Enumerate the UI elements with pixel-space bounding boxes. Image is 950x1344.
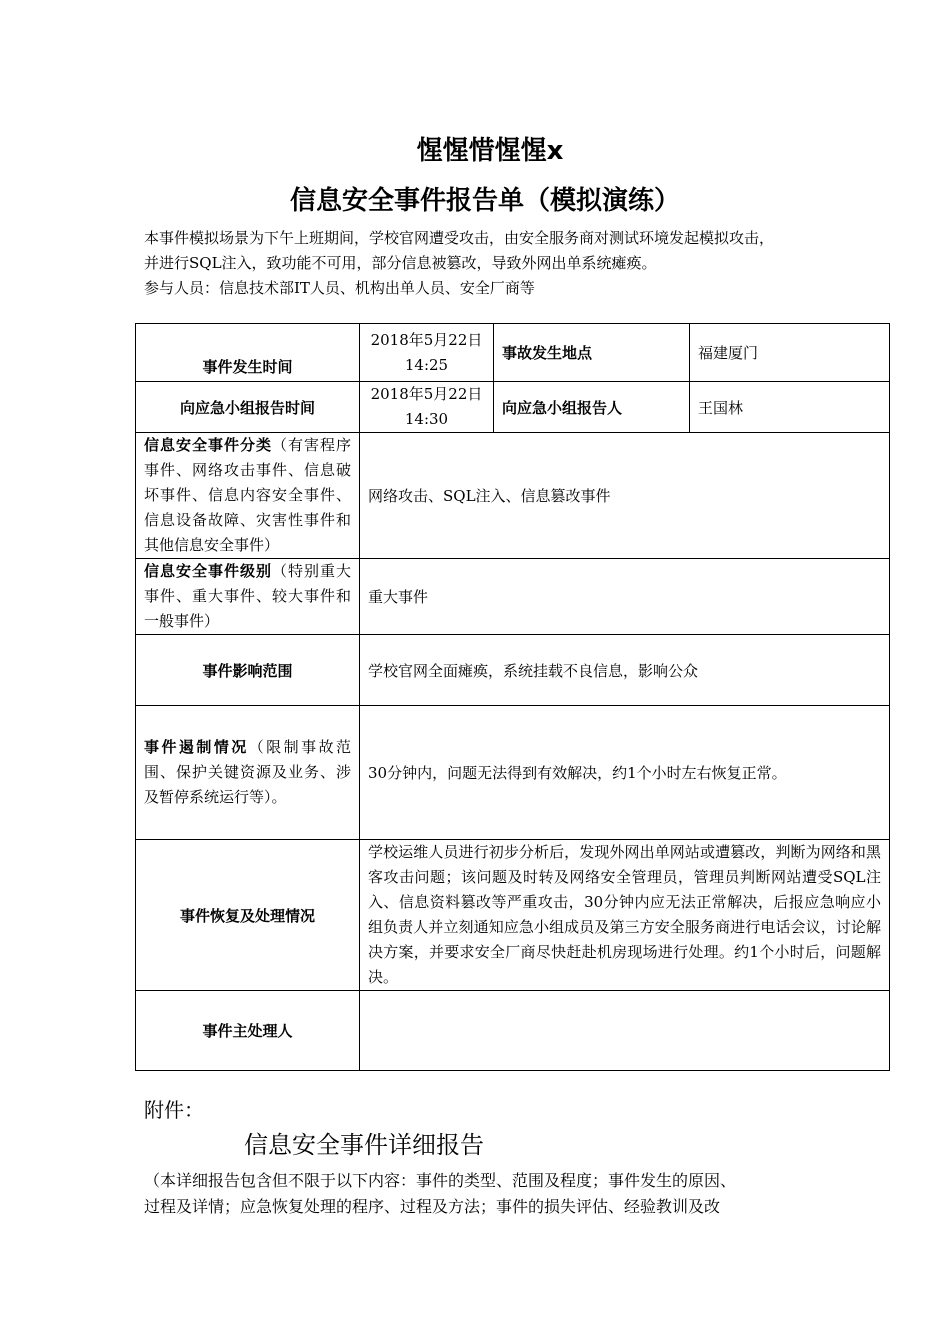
table-row [136, 382, 890, 433]
occur-place-label: 事故发生地点 [494, 324, 690, 382]
participants-line: 参与人员：信息技术部IT人员、机构出单人员、安全厂商等 [144, 279, 535, 297]
detailed-report-title: 信息安全事件详细报告 [244, 1131, 484, 1159]
scope-value: 学校官网全面瘫痪，系统挂载不良信息，影响公众 [360, 635, 890, 706]
occur-place-value: 福建厦门 [690, 324, 890, 382]
table-row [136, 559, 890, 635]
table-row [136, 991, 890, 1071]
table-row [136, 433, 890, 559]
category-note: （有害程序事件、网络攻击事件、信息破坏事件、信息内容安全事件、信息设备故障、灾害性事件和其他信息安全事件） [144, 436, 351, 554]
document-title: 信息安全事件报告单（模拟演练） [289, 186, 680, 216]
occur-time-label: 事件发生时间 [136, 324, 360, 382]
reporter-label: 向应急小组报告人 [494, 382, 690, 433]
attachment-label: 附件： [144, 1098, 204, 1122]
containment-cell [136, 706, 360, 840]
level-cell [136, 559, 360, 635]
containment-value: 30分钟内，问题无法得到有效解决，约1个小时左右恢复正常。 [360, 706, 890, 840]
reporter-value: 王国林 [690, 382, 890, 433]
description-line: 过程及详情；应急恢复处理的程序、过程及方法；事件的损失评估、经验教训及改 [144, 1197, 721, 1216]
occur-time-value: 2018年5月22日14:25 [360, 324, 494, 382]
recovery-label: 事件恢复及处理情况 [136, 840, 360, 991]
intro-line: 本事件模拟场景为下午上班期间，学校官网遭受攻击，由安全服务商对测试环境发起模拟攻击， [144, 229, 775, 247]
document-title-line1: 惺惺惜惺惺x [416, 136, 564, 166]
level-label: 信息安全事件级别 [144, 562, 272, 580]
detailed-report-description [144, 1168, 844, 1220]
containment-note: （限制事故范围、保护关键资源及业务、涉及暂停系统运行等）。 [144, 738, 351, 806]
intro-paragraph [144, 226, 864, 301]
report-time-value: 2018年5月22日14:30 [360, 382, 494, 433]
level-note: （特别重大事件、重大事件、较大事件和一般事件） [144, 562, 351, 630]
table-row [136, 324, 890, 382]
table-row [136, 840, 890, 991]
table-row [136, 635, 890, 706]
category-value: 网络攻击、SQL注入、信息篡改事件 [360, 433, 890, 559]
handler-label: 事件主处理人 [136, 991, 360, 1071]
table-row [136, 706, 890, 840]
level-value: 重大事件 [360, 559, 890, 635]
recovery-value: 学校运维人员进行初步分析后，发现外网出单网站或遭篡改，判断为网络和黑客攻击问题；该问题及时转及网络安全管理员，管理员判断网站遭受SQL注入、信息资料篡改等严重攻击，30分钟内应无法正常解决，后报应急响应小组负责人并立刻通知应急小组成员及第三方安全服务商进行电话会议，讨论解决方案，并要求安全厂商尽快赶赴机房现场进行处理。约1个小时后，问题解决。 [360, 840, 890, 991]
scope-label: 事件影响范围 [136, 635, 360, 706]
description-line: （本详细报告包含但不限于以下内容：事件的类型、范围及程度；事件发生的原因、 [144, 1171, 737, 1190]
handler-value [360, 991, 890, 1071]
category-label: 信息安全事件分类 [144, 436, 272, 454]
category-cell [136, 433, 360, 559]
containment-label: 事件遏制情况 [144, 738, 249, 756]
incident-report-table [135, 323, 890, 1071]
intro-line: 并进行SQL注入，致功能不可用，部分信息被篡改，导致外网出单系统瘫痪。 [144, 254, 657, 272]
report-time-label: 向应急小组报告时间 [136, 382, 360, 433]
